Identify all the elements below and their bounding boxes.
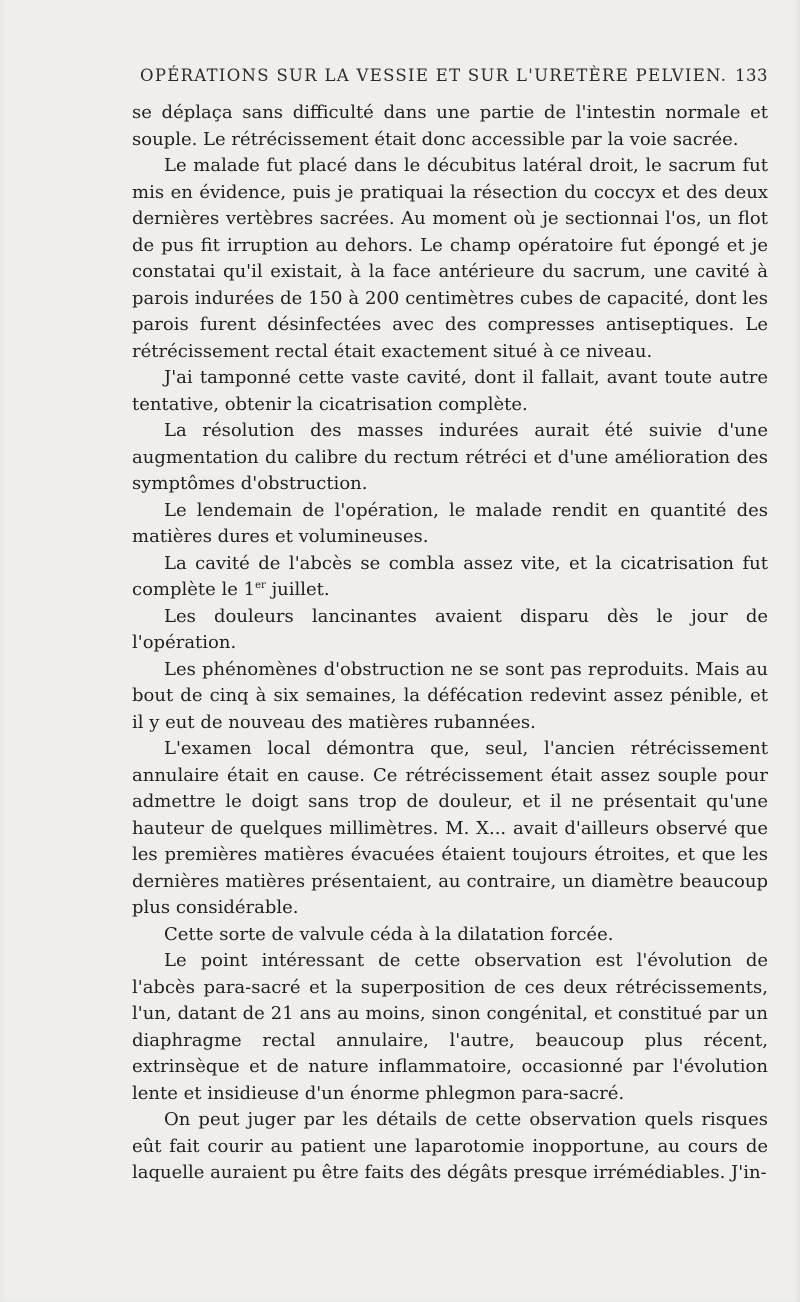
- running-title: OPÉRATIONS SUR LA VESSIE ET SUR L'URETÈRE PELVIEN.: [140, 66, 728, 85]
- paragraph: Les phénomènes d'obstruction ne se sont pas reproduits. Mais au bout de cinq à six semaines, la défécation redevint assez pénible, et il y eut de nouveau des matières rubannées.: [132, 658, 768, 733]
- paragraph: Le malade fut placé dans le décubitus latéral droit, le sacrum fut mis en évidence, puis je pratiquai la résection du coccyx et des deux dernières vertèbres sacrées. Au moment où je sectionnai l'os, un flot de pus fit irruption au dehors. Le champ opératoire fut épongé et je constatai qu'il existait, à la face antérieure du sacrum, une cavité à parois indurées de 150 à 200 centimètres cubes de capacité, dont les parois furent désinfectées avec des compresses antiseptiques. Le rétrécissement rectal était exactement situé à ce niveau.: [132, 155, 768, 362]
- paragraph: On peut juger par les détails de cette observation quels risques eût fait courir au patient une laparotomie inopportune, au cours de laquelle auraient pu être faits des dégâts presque irrémédiables. J'in-: [132, 1109, 768, 1183]
- paragraph: Cette sorte de valvule céda à la dilatation forcée.: [164, 923, 614, 945]
- page-number: 133: [735, 66, 768, 85]
- paragraph: [132, 551, 768, 604]
- paragraph-text: La cavité de l'abcès se combla assez vite, et la cicatrisation fut complète le: [132, 552, 768, 600]
- paragraph: Les douleurs lancinantes avaient disparu dès le jour de l'opération.: [132, 605, 768, 653]
- paragraph: La résolution des masses indurées aurait été suivie d'une augmentation du calibre du rectum rétréci et d'une amélioration des symptômes d'obstruction.: [132, 420, 768, 494]
- paragraph: se déplaça sans difficulté dans une partie de l'intestin normale et souple. Le rétrécissement était donc accessible par la voie sacrée.: [132, 102, 768, 150]
- date-day-suffix: er: [255, 580, 266, 591]
- paragraph: L'examen local démontra que, seul, l'ancien rétrécissement annulaire était en cause. Ce rétrécissement était assez souple pour admettre le doigt sans trop de douleur, et il ne présentait qu'une hauteur de quelques millimètres. M. X... avait d'ailleurs observé que les premières matières évacuées étaient toujours étroites, et que les dernières matières présentaient, au contraire, un diamètre beaucoup plus considérable.: [132, 738, 768, 918]
- paragraph: J'ai tamponné cette vaste cavité, dont il fallait, avant toute autre tentative, obtenir la cicatrisation complète.: [132, 367, 768, 415]
- paragraph: Le lendemain de l'opération, le malade rendit en quantité des matières dures et volumineuses.: [132, 499, 768, 547]
- date-day: 1: [243, 579, 256, 600]
- date-month: juillet.: [271, 579, 330, 600]
- body-text: [132, 100, 768, 1187]
- paragraph: Le point intéressant de cette observation est l'évolution de l'abcès para-sacré et la superposition de ces deux rétrécissements, l'un, datant de 21 ans au moins, sinon congénital, et constitué par un diaphragme rectal annulaire, l'autre, beaucoup plus récent, extrinsèque et de nature inflammatoire, occasionné par l'évolution lente et insidieuse d'un énorme phlegmon para-sacré.: [132, 950, 768, 1104]
